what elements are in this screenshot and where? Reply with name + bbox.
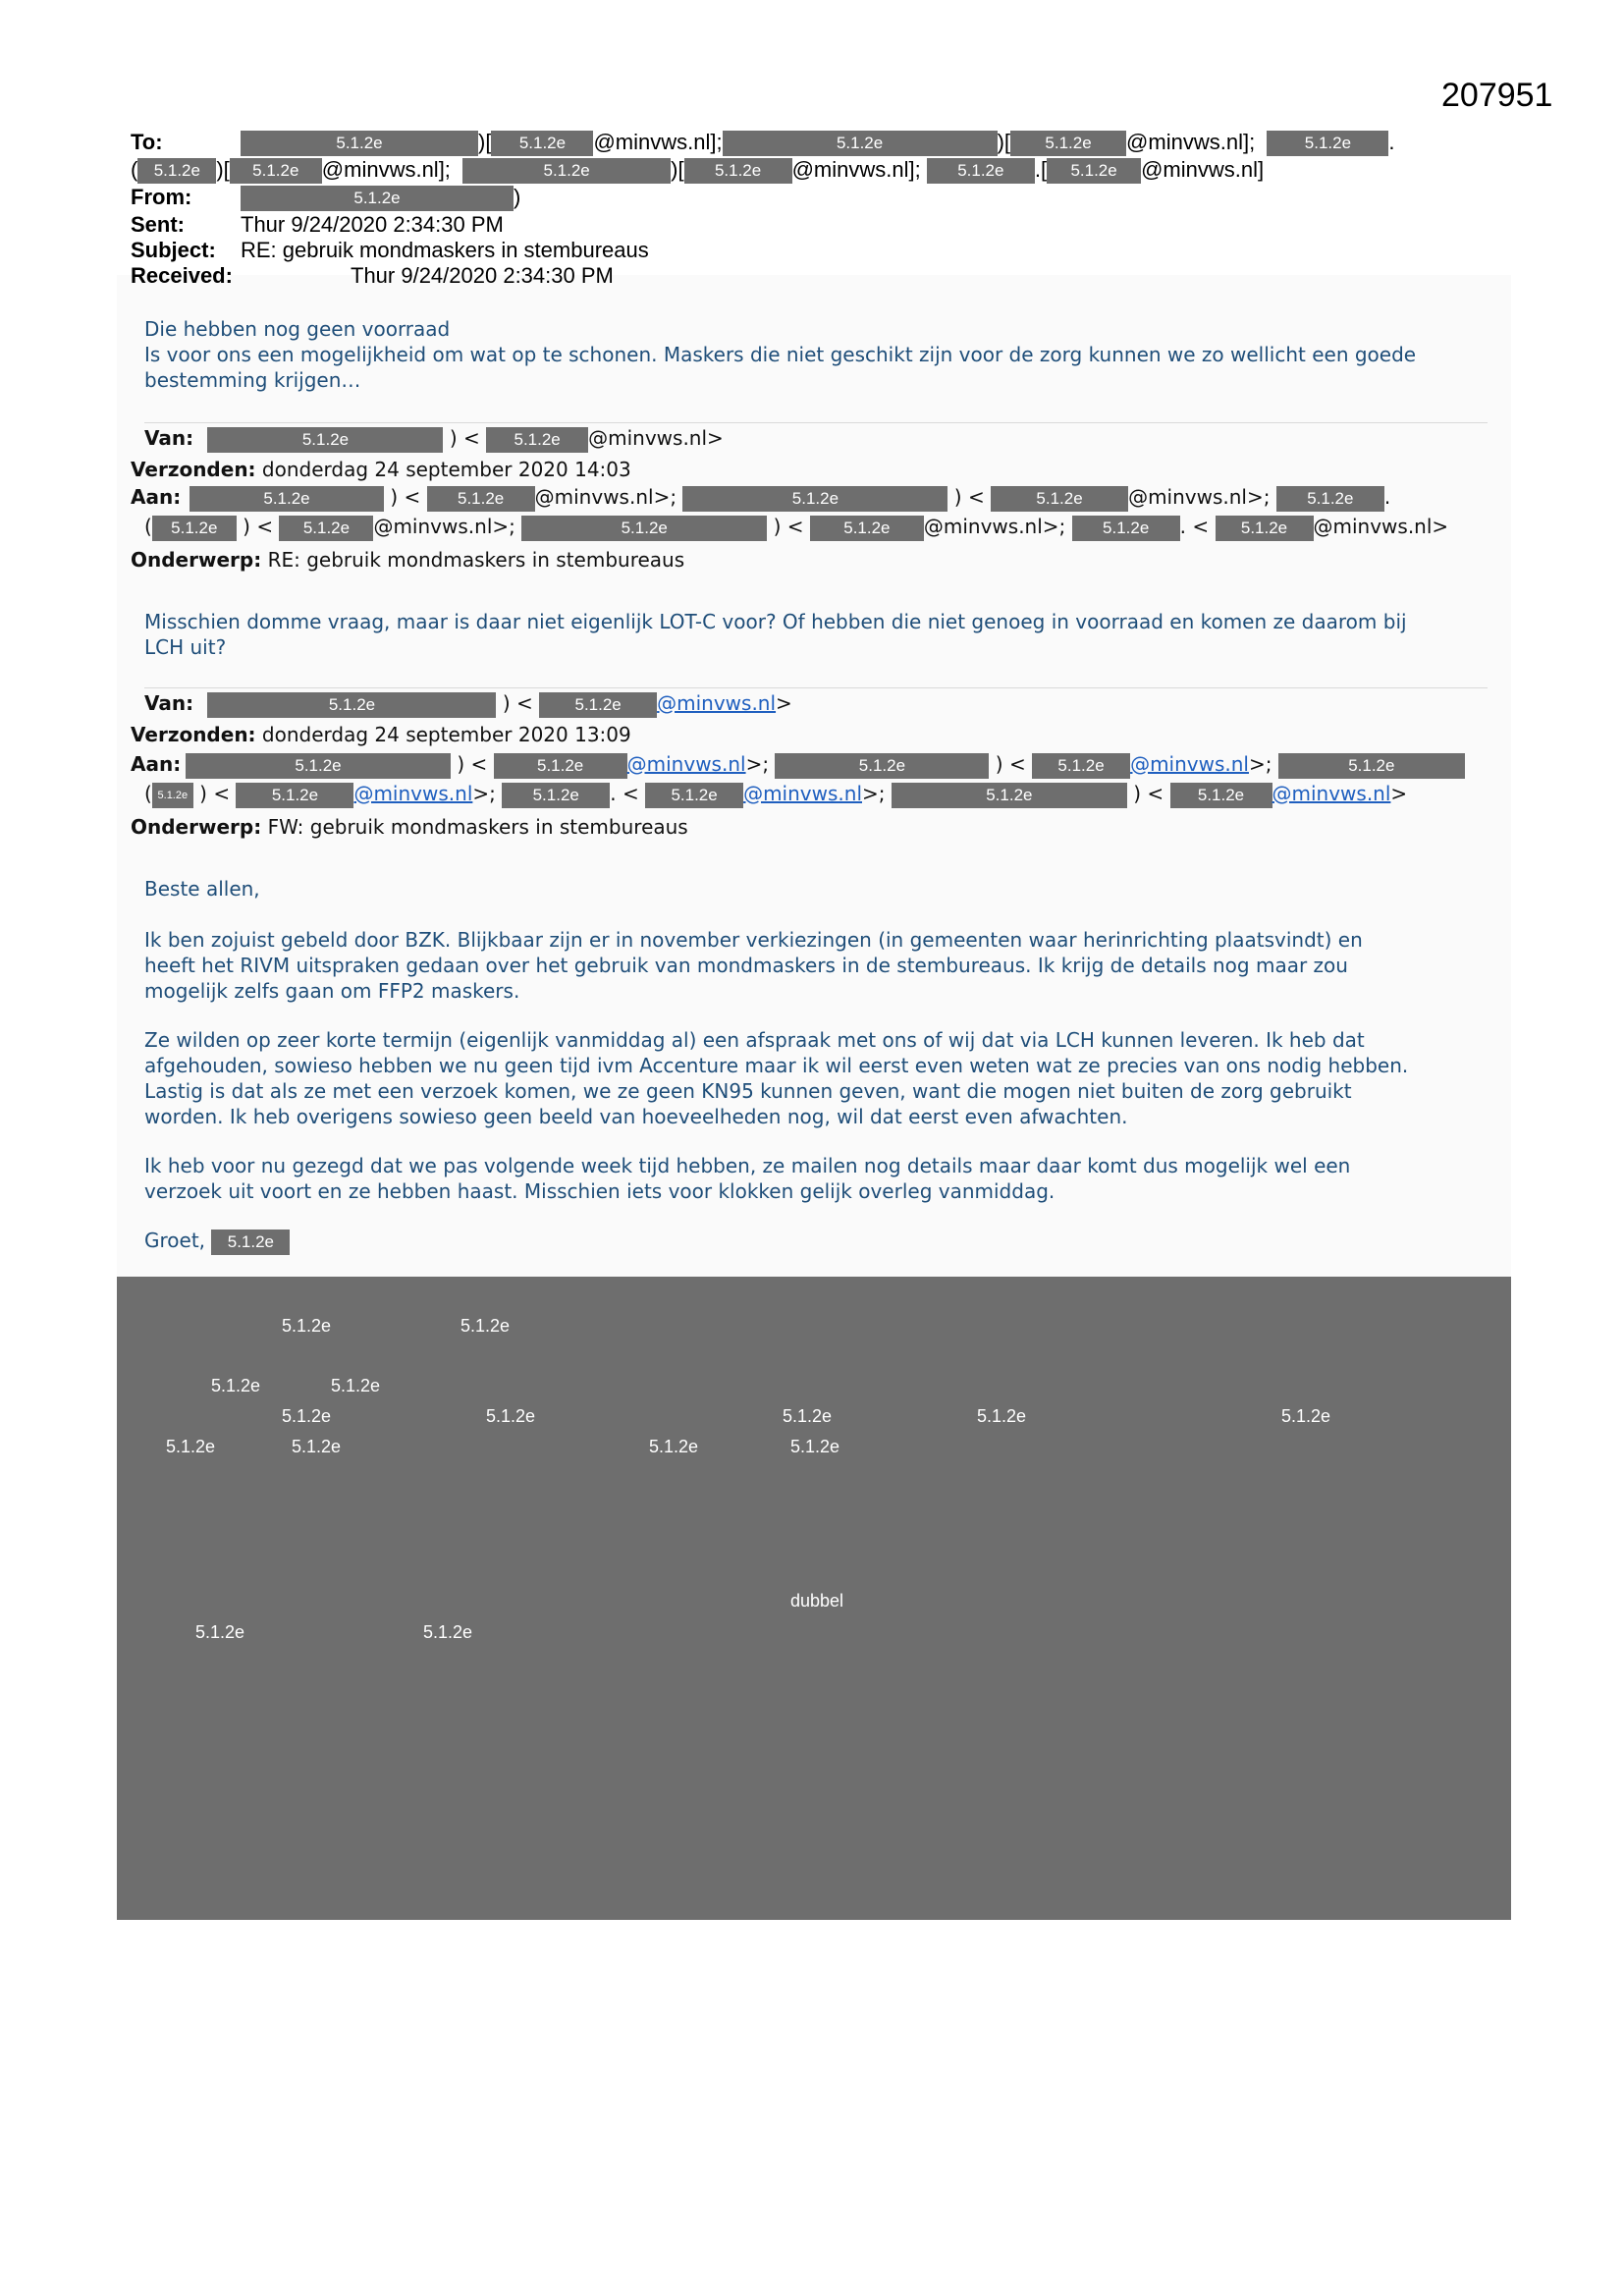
subject-value: RE: gebruik mondmaskers in stembureaus bbox=[241, 238, 649, 262]
redaction: 5.1.2e bbox=[645, 783, 743, 808]
verzonden-label: Verzonden: bbox=[131, 458, 256, 481]
redaction-label: 5.1.2e bbox=[166, 1437, 216, 1456]
redaction-label: 5.1.2e bbox=[790, 1437, 840, 1456]
to-label: To: bbox=[131, 130, 163, 154]
redaction-label: 5.1.2e bbox=[282, 1316, 332, 1336]
email-domain: @minvws.nl bbox=[373, 515, 493, 538]
redaction: 5.1.2e bbox=[1216, 516, 1314, 541]
message-1-body bbox=[144, 316, 1499, 393]
email-domain: @minvws.nl bbox=[1313, 515, 1433, 538]
email-link[interactable]: @minvws.nl bbox=[626, 752, 746, 776]
redaction: 5.1.2e bbox=[892, 783, 1127, 808]
redaction: 5.1.2e bbox=[775, 753, 989, 779]
aan-label: Aan: bbox=[131, 752, 182, 776]
text-line: Lastig is dat als ze met een verzoek komen, we ze geen KN95 kunnen geven, want die mogen niet buiten de zorg gebruikt bbox=[144, 1079, 1352, 1103]
redaction-label: 5.1.2e bbox=[211, 1376, 261, 1395]
message-2-body bbox=[144, 609, 1499, 660]
msg2-onderwerp bbox=[131, 548, 684, 572]
redaction: 5.1.2e bbox=[211, 1230, 290, 1255]
subject-label: Subject: bbox=[131, 238, 216, 262]
redaction: 5.1.2e bbox=[462, 158, 671, 184]
email-link[interactable]: @minvws.nl bbox=[657, 691, 777, 715]
msg2-van: Van: 5.1.2e ) < 5.1.2e @minvws.nl> bbox=[144, 426, 724, 453]
from-label: From: bbox=[131, 185, 192, 209]
header-sent bbox=[131, 212, 1525, 238]
redaction: 5.1.2e bbox=[1267, 131, 1388, 156]
redaction: 5.1.2e bbox=[236, 783, 353, 808]
message-3-body bbox=[144, 876, 1499, 1255]
email-domain: @minvws.nl bbox=[588, 426, 708, 450]
redaction-label: 5.1.2e bbox=[486, 1406, 536, 1426]
text-line: Die hebben nog geen voorraad bbox=[144, 317, 451, 341]
separator bbox=[144, 687, 1488, 688]
redaction: 5.1.2e bbox=[189, 486, 384, 512]
redaction: 5.1.2e bbox=[241, 131, 478, 156]
redaction-label: 5.1.2e bbox=[282, 1406, 332, 1426]
verzonden-value: donderdag 24 september 2020 14:03 bbox=[261, 458, 631, 481]
redaction-label: 5.1.2e bbox=[423, 1622, 473, 1642]
msg3-van: Van: 5.1.2e ) < 5.1.2e @minvws.nl> bbox=[144, 691, 792, 718]
received-label: Received: bbox=[131, 263, 233, 288]
onderwerp-value: FW: gebruik mondmaskers in stembureaus bbox=[267, 815, 688, 839]
header-from: From: 5.1.2e ) bbox=[131, 185, 1525, 211]
redaction: 5.1.2e bbox=[1047, 158, 1141, 184]
text-line: Ik ben zojuist gebeld door BZK. Blijkbaar zijn er in november verkiezingen (in gemeenten waar herinrichting plaatsvindt) en bbox=[144, 928, 1363, 952]
block-word: dubbel bbox=[790, 1591, 844, 1611]
redaction: 5.1.2e bbox=[241, 186, 514, 211]
redaction-label: 5.1.2e bbox=[292, 1437, 342, 1456]
redaction: 5.1.2e bbox=[207, 427, 443, 453]
redaction: 5.1.2e bbox=[491, 131, 593, 156]
text-line: Ze wilden op zeer korte termijn (eigenlijk vanmiddag al) een afspraak met ons of wij dat via LCH kunnen leveren. Ik heb dat bbox=[144, 1028, 1365, 1052]
redaction: 5.1.2e bbox=[152, 516, 237, 541]
text-line: Ik heb voor nu gezegd dat we pas volgende week tijd hebben, ze mailen nog details maar daar komt dus mogelijk wel een bbox=[144, 1154, 1351, 1177]
redaction: 5.1.2e bbox=[486, 427, 588, 453]
email-domain: @minvws.nl bbox=[321, 157, 439, 182]
redaction: 5.1.2e bbox=[521, 516, 767, 541]
text-line: bestemming krijgen… bbox=[144, 368, 361, 392]
text-line: afgehouden, sowieso hebben we nu geen tijd ivm Accenture maar ik wil eerst even weten wat ze precies van ons nodig hebben. bbox=[144, 1054, 1409, 1077]
redaction: 5.1.2e bbox=[1170, 783, 1272, 808]
redacted-block bbox=[117, 1277, 1511, 1920]
redaction-label: 5.1.2e bbox=[460, 1316, 511, 1336]
van-label: Van: bbox=[144, 426, 194, 450]
closing: Groet, bbox=[144, 1229, 206, 1252]
aan-label: Aan: bbox=[131, 485, 182, 509]
redaction: 5.1.2e bbox=[230, 158, 322, 184]
redaction: 5.1.2e bbox=[1072, 516, 1180, 541]
msg3-verzonden bbox=[131, 723, 631, 746]
redaction: 5.1.2e bbox=[927, 158, 1035, 184]
verzonden-value: donderdag 24 september 2020 13:09 bbox=[261, 723, 631, 746]
msg3-onderwerp bbox=[131, 815, 688, 839]
email-domain: @minvws.nl bbox=[1126, 130, 1243, 154]
redaction-label: 5.1.2e bbox=[1281, 1406, 1331, 1426]
document-number: 207951 bbox=[1441, 77, 1553, 114]
email-link[interactable]: @minvws.nl bbox=[1130, 752, 1249, 776]
email-link[interactable]: @minvws.nl bbox=[1272, 782, 1391, 805]
redaction-label: 5.1.2e bbox=[195, 1622, 245, 1642]
onderwerp-label: Onderwerp: bbox=[131, 815, 262, 839]
msg2-verzonden bbox=[131, 458, 631, 481]
redaction: 5.1.2e bbox=[279, 516, 373, 541]
redaction: 5.1.2e bbox=[152, 783, 193, 808]
email-domain: @minvws.nl bbox=[1128, 485, 1247, 509]
redaction: 5.1.2e bbox=[810, 516, 924, 541]
onderwerp-value: RE: gebruik mondmaskers in stembureaus bbox=[267, 548, 685, 572]
email-domain: @minvws.nl bbox=[791, 157, 909, 182]
text-line: Misschien domme vraag, maar is daar niet eigenlijk LOT-C voor? Of hebben die niet genoeg in voorraad en komen ze daarom bij bbox=[144, 610, 1407, 633]
email-domain: @minvws.nl bbox=[1141, 157, 1258, 182]
header-subject bbox=[131, 238, 1525, 263]
sent-value: Thur 9/24/2020 2:34:30 PM bbox=[241, 212, 504, 237]
redaction: 5.1.2e bbox=[682, 486, 947, 512]
redaction: 5.1.2e bbox=[207, 692, 496, 718]
redaction: 5.1.2e bbox=[502, 783, 610, 808]
msg2-aan-line-1: Aan: 5.1.2e ) < 5.1.2e @minvws.nl>; 5.1.2e ) < 5.1.2e @minvws.nl>; 5.1.2e . bbox=[131, 485, 1390, 512]
header-to-line-2: ( 5.1.2e )[ 5.1.2e @minvws.nl]; 5.1.2e )[ 5.1.2e @minvws.nl]; 5.1.2e .[ 5.1.2e @minvws.nl] bbox=[131, 157, 1525, 184]
van-label: Van: bbox=[144, 691, 194, 715]
separator bbox=[144, 422, 1488, 423]
redaction: 5.1.2e bbox=[1032, 753, 1130, 779]
greeting: Beste allen, bbox=[144, 877, 260, 901]
text-line: Is voor ons een mogelijkheid om wat op te schonen. Maskers die niet geschikt zijn voor de zorg kunnen we zo wellicht een goede bbox=[144, 343, 1417, 366]
redaction: 5.1.2e bbox=[1276, 486, 1384, 512]
msg3-aan-line-1: Aan: 5.1.2e ) < 5.1.2e @minvws.nl>; 5.1.2e ) < 5.1.2e @minvws.nl>; 5.1.2e bbox=[131, 752, 1465, 779]
redaction-label: 5.1.2e bbox=[331, 1376, 381, 1395]
redaction-label: 5.1.2e bbox=[977, 1406, 1027, 1426]
text-line: worden. Ik heb overigens sowieso geen beeld van hoeveelheden nog, wil dat eerst even afwachten. bbox=[144, 1105, 1128, 1128]
redaction: 5.1.2e bbox=[137, 158, 216, 184]
email-link[interactable]: @minvws.nl bbox=[743, 782, 862, 805]
text-line: LCH uit? bbox=[144, 635, 227, 659]
text-line: mogelijk zelfs gaan om FFP2 maskers. bbox=[144, 979, 520, 1003]
header-to-line-1: To: 5.1.2e )[ 5.1.2e @minvws.nl]; 5.1.2e )[ 5.1.2e @minvws.nl]; 5.1.2e . bbox=[131, 130, 1525, 156]
msg3-aan-line-2: ( 5.1.2e ) < 5.1.2e @minvws.nl>; 5.1.2e . < 5.1.2e @minvws.nl>; 5.1.2e ) < 5.1.2e @minvws.nl> bbox=[144, 782, 1407, 808]
email-link[interactable]: @minvws.nl bbox=[353, 782, 473, 805]
redaction: 5.1.2e bbox=[539, 692, 657, 718]
redaction: 5.1.2e bbox=[1010, 131, 1126, 156]
onderwerp-label: Onderwerp: bbox=[131, 548, 262, 572]
redaction-label: 5.1.2e bbox=[649, 1437, 699, 1456]
received-value: Thur 9/24/2020 2:34:30 PM bbox=[351, 263, 614, 288]
redaction-label: 5.1.2e bbox=[783, 1406, 833, 1426]
email-domain: @minvws.nl bbox=[923, 515, 1043, 538]
redaction: 5.1.2e bbox=[427, 486, 535, 512]
header-received bbox=[131, 263, 1525, 289]
redaction: 5.1.2e bbox=[991, 486, 1128, 512]
redaction: 5.1.2e bbox=[186, 753, 451, 779]
verzonden-label: Verzonden: bbox=[131, 723, 256, 746]
redaction: 5.1.2e bbox=[684, 158, 792, 184]
email-domain: @minvws.nl bbox=[534, 485, 654, 509]
redaction: 5.1.2e bbox=[723, 131, 998, 156]
msg2-aan-line-2: ( 5.1.2e ) < 5.1.2e @minvws.nl>; 5.1.2e ) < 5.1.2e @minvws.nl>; 5.1.2e . < 5.1.2e @minvws.nl> bbox=[144, 515, 1448, 541]
redaction: 5.1.2e bbox=[1278, 753, 1465, 779]
redaction: 5.1.2e bbox=[494, 753, 627, 779]
sent-label: Sent: bbox=[131, 212, 185, 237]
text-line: verzoek uit voort en ze hebben haast. Misschien iets voor klokken gelijk overleg vanmiddag. bbox=[144, 1179, 1056, 1203]
text-line: heeft het RIVM uitspraken gedaan over het gebruik van mondmaskers in de stembureaus. Ik krijg de details nog maar zou bbox=[144, 954, 1348, 977]
email-domain: @minvws.nl bbox=[593, 130, 711, 154]
